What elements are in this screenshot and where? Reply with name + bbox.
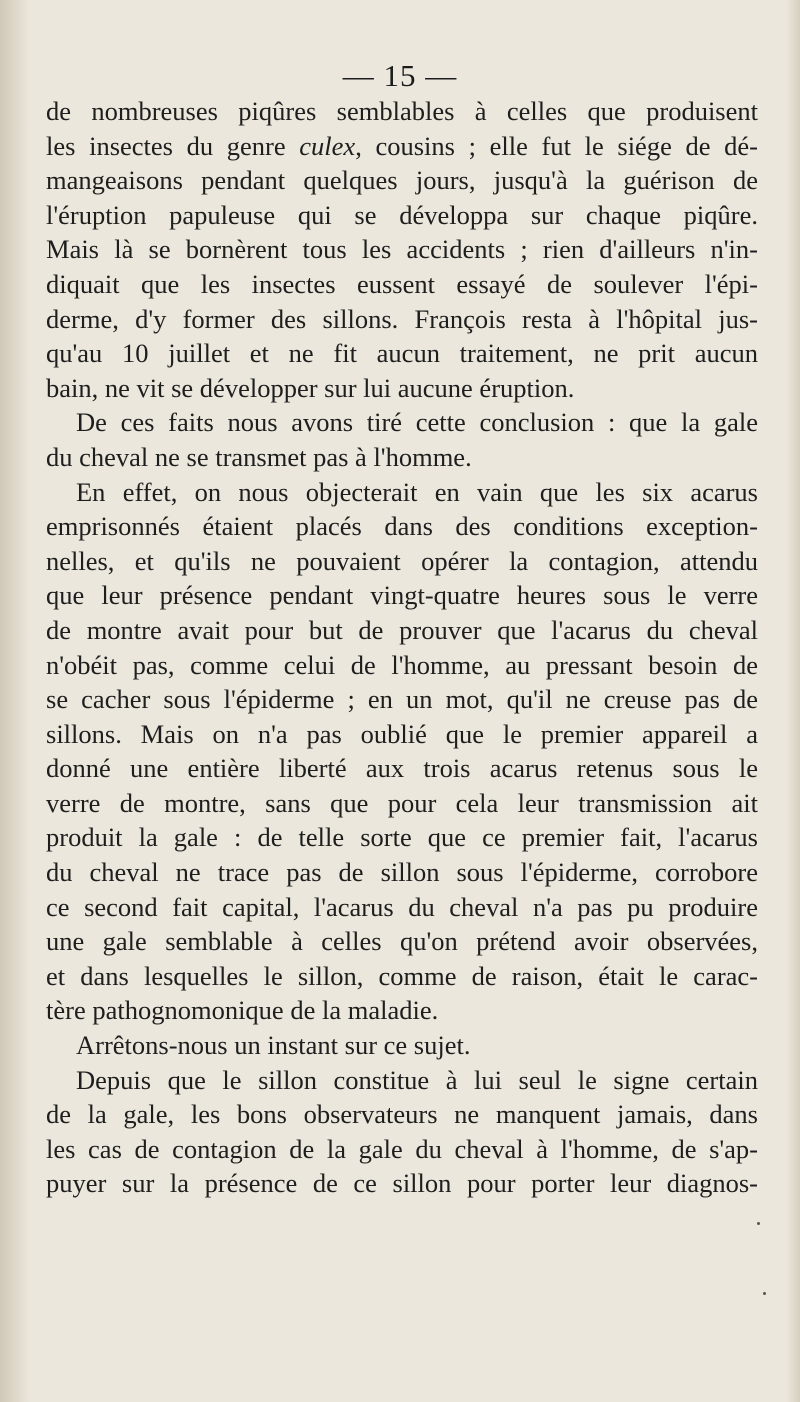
ink-speck bbox=[763, 1292, 766, 1295]
text-line: de nombreuses piqûres semblables à celles que produisent bbox=[46, 96, 758, 126]
text-line: que leur présence pendant vingt-quatre heures sous le verre bbox=[46, 580, 758, 611]
text-line: mangeaisons pendant quelques jours, jusqu'à la guérison de bbox=[46, 165, 758, 196]
page-edge-shadow bbox=[786, 0, 800, 1402]
text-line: Mais là se bornèrent tous les accidents ; rien d'ailleurs n'in- bbox=[46, 234, 758, 265]
text-line: n'obéit pas, comme celui de l'homme, au pressant besoin de bbox=[46, 649, 758, 680]
text-line: une gale semblable à celles qu'on prétend avoir observées, bbox=[46, 926, 758, 957]
italic-term: culex bbox=[299, 130, 356, 161]
text-line: produit la gale : de telle sorte que ce premier fait, l'acarus bbox=[46, 822, 758, 853]
text-line: se cacher sous l'épiderme ; en un mot, qu'il ne creuse pas de bbox=[46, 684, 758, 715]
text-line: de la gale, les bons observateurs ne manquent jamais, dans bbox=[46, 1099, 758, 1130]
text-line: du cheval ne se transmet pas à l'homme. bbox=[46, 441, 472, 472]
text-line: ce second fait capital, l'acarus du cheval n'a pas pu produire bbox=[46, 891, 758, 922]
page-number: — 15 — bbox=[342, 58, 458, 93]
text-line: De ces faits nous avons tiré cette conclusion : que la gale bbox=[76, 407, 758, 438]
text-line: qu'au 10 juillet et ne fit aucun traitement, ne prit aucun bbox=[46, 338, 758, 369]
text-line: diquait que les insectes eussent essayé de soulever l'épi- bbox=[46, 268, 758, 299]
text-line: En effet, on nous objecterait en vain que les six acarus bbox=[76, 476, 758, 507]
text-line: puyer sur la présence de ce sillon pour porter leur diagnos- bbox=[46, 1168, 758, 1199]
text-line: Arrêtons-nous un instant sur ce sujet. bbox=[76, 1030, 471, 1061]
text-line: Depuis que le sillon constitue à lui seul le signe certain bbox=[76, 1064, 758, 1095]
ink-speck bbox=[757, 1222, 760, 1225]
text-line: donné une entière liberté aux trois acarus retenus sous le bbox=[46, 753, 758, 784]
text-line: du cheval ne trace pas de sillon sous l'épiderme, corrobore bbox=[46, 857, 758, 888]
text-line: l'éruption papuleuse qui se développa sur chaque piqûre. bbox=[46, 199, 758, 230]
text-line: les cas de contagion de la gale du cheval à l'homme, de s'ap- bbox=[46, 1133, 758, 1164]
text-line: et dans lesquelles le sillon, comme de raison, était le carac- bbox=[46, 960, 758, 991]
text-line: emprisonnés étaient placés dans des conditions exception- bbox=[46, 511, 758, 542]
text-line: bain, ne vit se développer sur lui aucune éruption. bbox=[46, 372, 575, 403]
text-line: nelles, et qu'ils ne pouvaient opérer la contagion, attendu bbox=[46, 545, 758, 576]
page-gutter-shadow bbox=[0, 0, 30, 1402]
text-line: tère pathognomonique de la maladie. bbox=[46, 995, 439, 1026]
text-line: sillons. Mais on n'a pas oublié que le premier appareil a bbox=[46, 718, 758, 749]
text-line: de montre avait pour but de prouver que l'acarus du cheval bbox=[46, 614, 758, 645]
text-line: les insectes du genre culex, cousins ; elle fut le siége de dé- bbox=[46, 130, 758, 161]
text-line: verre de montre, sans que pour cela leur transmission ait bbox=[46, 787, 758, 818]
body-text bbox=[46, 94, 758, 1201]
text-line: derme, d'y former des sillons. François resta à l'hôpital jus- bbox=[46, 303, 758, 334]
